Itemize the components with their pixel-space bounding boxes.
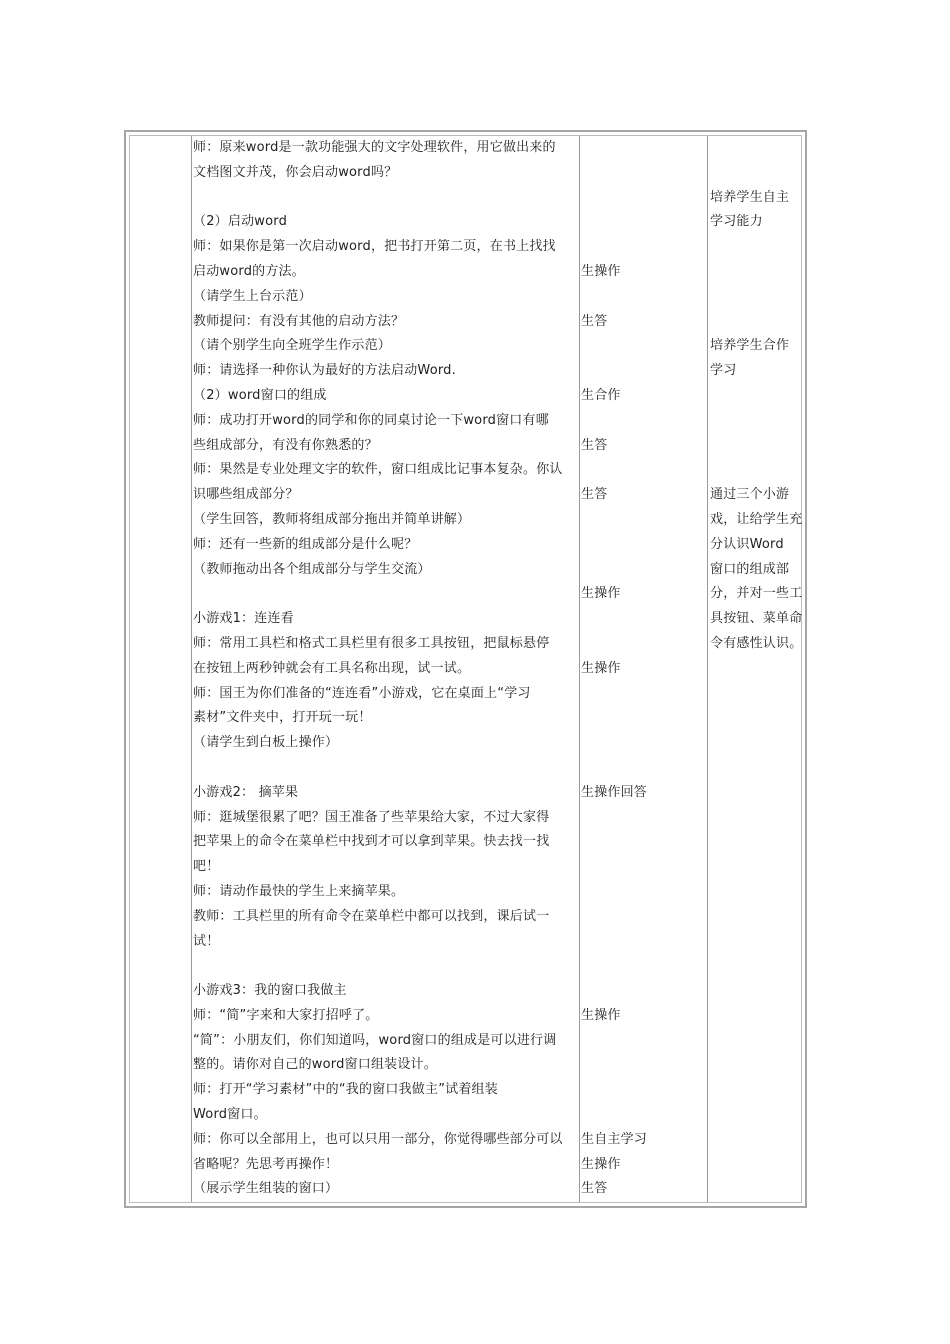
teacher-activity-line: （请个别学生向全班学生作示范） (193, 338, 392, 354)
teacher-activity-line: 师：成功打开word的同学和你的同桌讨论一下word窗口有哪 (193, 412, 549, 428)
student-activity-line (581, 210, 705, 235)
teacher-activity-line: 素材”文件夹中，打开玩一玩！ (193, 710, 372, 726)
design-intent-column (710, 136, 806, 657)
teacher-activity-line: 些组成部分，有没有你熟悉的？ (193, 437, 378, 453)
design-intent-line: 令有感性认识。 (710, 635, 803, 651)
teacher-activity-line: （教师拖动出各个组成部分与学生交流） (193, 561, 431, 577)
student-activity-line (581, 1029, 705, 1054)
design-intent-line: 学习能力 (710, 214, 763, 230)
student-activity-line: 生答 (581, 437, 608, 453)
student-activity-line: 生操作 (581, 660, 621, 676)
student-activity-column (581, 136, 705, 1202)
student-activity-line (581, 830, 705, 855)
teacher-activity-line: 小游戏2： 摘苹果 (193, 784, 299, 800)
teacher-activity-line: 师：请选择一种你认为最好的方法启动Word. (193, 363, 456, 379)
teacher-activity-line: 识哪些组成部分？ (193, 487, 299, 503)
teacher-activity-line: 在按钮上两秒钟就会有工具名称出现，试一试。 (193, 660, 471, 676)
teacher-activity-line: 师：请动作最快的学生上来摘苹果。 (193, 883, 405, 899)
teacher-activity-line (193, 582, 579, 607)
column-divider-2 (579, 136, 580, 1202)
student-activity-line (581, 458, 705, 483)
teacher-activity-line: 师：逛城堡很累了吧？国王准备了些苹果给大家，不过大家得 (193, 809, 550, 825)
student-activity-line (581, 1078, 705, 1103)
teacher-activity-line: 师：果然是专业处理文字的软件，窗口组成比记事本复杂。你认 (193, 462, 563, 478)
teacher-activity-line: 把苹果上的命令在菜单栏中找到才可以拿到苹果。快去找一找 (193, 834, 550, 850)
design-intent-line (710, 136, 806, 161)
student-activity-line: 生合作 (581, 387, 621, 403)
design-intent-line: 通过三个小游 (710, 487, 790, 503)
teacher-activity-line: 吧！ (193, 859, 220, 875)
student-activity-line (581, 334, 705, 359)
design-intent-line: 培养学生合作 (710, 338, 790, 354)
design-intent-line: 培养学生自主 (710, 189, 790, 205)
teacher-activity-line: 省略呢？先思考再操作！ (193, 1156, 339, 1172)
student-activity-line (581, 731, 705, 756)
design-intent-line (710, 235, 806, 260)
teacher-activity-line: 小游戏3：我的窗口我做主 (193, 983, 347, 999)
teacher-activity-line: （2）启动word (193, 214, 288, 230)
teacher-activity-line: （学生回答，教师将组成部分拖出并简单讲解） (193, 511, 471, 527)
student-activity-line (581, 359, 705, 384)
student-activity-line (581, 880, 705, 905)
column-divider-3 (707, 136, 708, 1202)
teacher-activity-line: 整的。请你对自己的word窗口组装设计。 (193, 1057, 437, 1073)
student-activity-line: 生答 (581, 313, 608, 329)
student-activity-line (581, 136, 705, 161)
design-intent-line (710, 458, 806, 483)
student-activity-line (581, 682, 705, 707)
teacher-activity-line (193, 954, 579, 979)
design-intent-line (710, 285, 806, 310)
design-intent-line: 学习 (710, 363, 737, 379)
student-activity-line (581, 161, 705, 186)
teacher-activity-line: 教师提问：有没有其他的启动方法？ (193, 313, 405, 329)
student-activity-line: 生操作 (581, 1156, 621, 1172)
student-activity-line (581, 979, 705, 1004)
student-activity-line (581, 930, 705, 955)
design-intent-line (710, 310, 806, 335)
student-activity-line (581, 632, 705, 657)
teacher-activity-line: （请学生上台示范） (193, 288, 312, 304)
design-intent-line: 戏，让给学生充 (710, 511, 803, 527)
teacher-activity-line: 师：还有一些新的组成部分是什么呢？ (193, 536, 418, 552)
teacher-activity-line: 师：你可以全部用上，也可以只用一部分，你觉得哪些部分可以 (193, 1131, 563, 1147)
student-activity-line (581, 806, 705, 831)
design-intent-line: 分，并对一些工 (710, 586, 803, 602)
teacher-activity-line (193, 186, 579, 211)
student-activity-line (581, 1103, 705, 1128)
design-intent-line (710, 434, 806, 459)
teacher-activity-line: （展示学生组装的窗口） (193, 1181, 339, 1197)
teacher-activity-line (193, 756, 579, 781)
design-intent-line (710, 161, 806, 186)
teacher-activity-line: （2）word窗口的组成 (193, 387, 327, 403)
design-intent-line (710, 384, 806, 409)
student-activity-line (581, 508, 705, 533)
student-activity-line (581, 285, 705, 310)
student-activity-line: 生操作回答 (581, 784, 648, 800)
teacher-activity-line: 师：打开“学习素材”中的“我的窗口我做主”试着组装 (193, 1082, 498, 1098)
teacher-activity-line: 小游戏1：连连看 (193, 611, 294, 627)
teacher-activity-line: Word窗口。 (193, 1107, 267, 1123)
student-activity-line: 生操作 (581, 263, 621, 279)
student-activity-line (581, 235, 705, 260)
student-activity-line (581, 607, 705, 632)
student-activity-line (581, 558, 705, 583)
teacher-activity-line: 师：“简”字来和大家打招呼了。 (193, 1007, 379, 1023)
teacher-activity-line: 试！ (193, 933, 220, 949)
student-activity-line (581, 186, 705, 211)
student-activity-line (581, 706, 705, 731)
design-intent-line: 具按钮、菜单命 (710, 611, 803, 627)
student-activity-line (581, 409, 705, 434)
design-intent-line (710, 260, 806, 285)
design-intent-line: 窗口的组成部 (710, 561, 790, 577)
student-activity-line: 生答 (581, 1181, 608, 1197)
teacher-activity-line: 师：原来word是一款功能强大的文字处理软件，用它做出来的 (193, 140, 556, 155)
teacher-activity-line: “简”：小朋友们，你们知道吗，word窗口的组成是可以进行调 (193, 1032, 557, 1048)
column-divider-1 (191, 136, 192, 1202)
student-activity-line (581, 533, 705, 558)
teacher-activity-line: 师：国王为你们准备的“连连看”小游戏，它在桌面上“学习 (193, 685, 531, 701)
student-activity-line (581, 905, 705, 930)
design-intent-line: 分认识Word (710, 536, 784, 552)
teacher-activity-line: （请学生到白板上操作） (193, 735, 339, 751)
student-activity-line (581, 1053, 705, 1078)
teacher-activity-line: 师：常用工具栏和格式工具栏里有很多工具按钮，把鼠标悬停 (193, 635, 550, 651)
student-activity-line: 生答 (581, 487, 608, 503)
teacher-activity-line: 启动word的方法。 (193, 263, 305, 279)
teacher-activity-line: 师：如果你是第一次启动word，把书打开第二页，在书上找找 (193, 239, 556, 255)
student-activity-line (581, 855, 705, 880)
teacher-activity-column (193, 136, 579, 1202)
design-intent-line (710, 409, 806, 434)
teacher-activity-line: 教师：工具栏里的所有命令在菜单栏中都可以找到，课后试一 (193, 908, 550, 924)
teacher-activity-line: 文档图文并茂，你会启动word吗？ (193, 164, 398, 180)
student-activity-line (581, 954, 705, 979)
student-activity-line: 生操作 (581, 586, 621, 602)
student-activity-line: 生自主学习 (581, 1131, 648, 1147)
student-activity-line (581, 756, 705, 781)
student-activity-line: 生操作 (581, 1007, 621, 1023)
